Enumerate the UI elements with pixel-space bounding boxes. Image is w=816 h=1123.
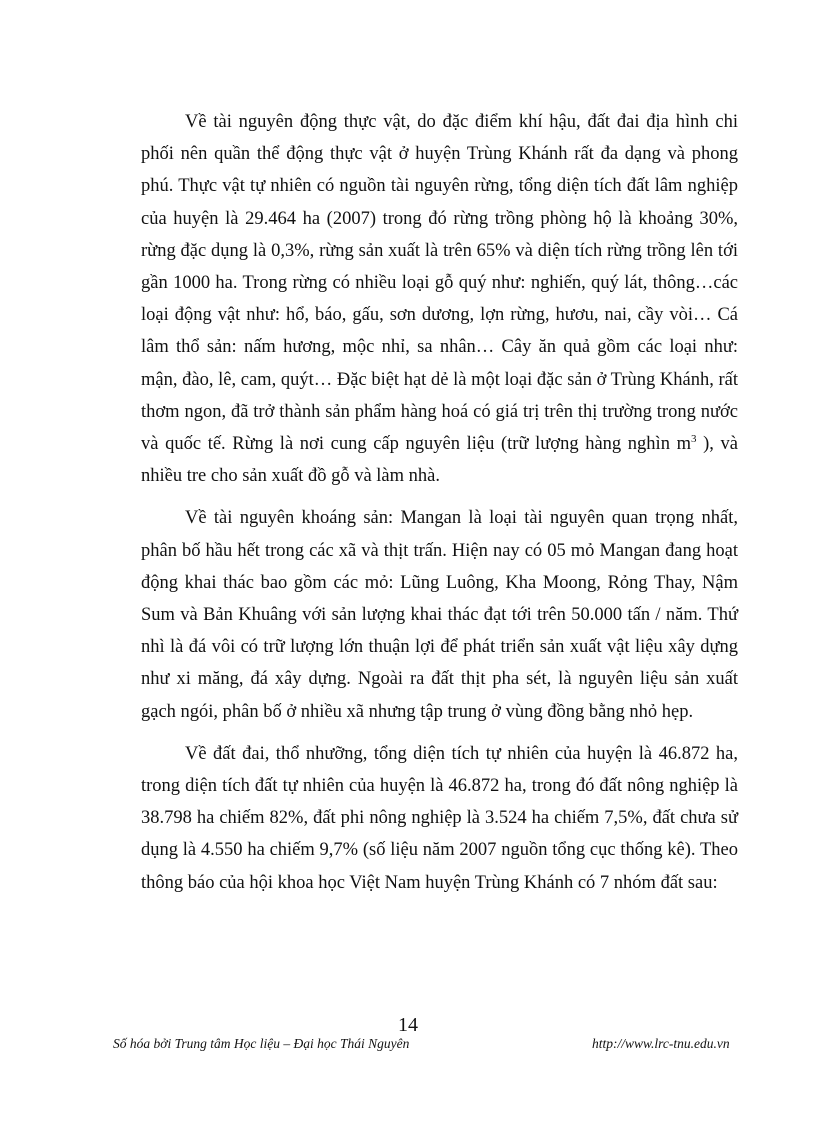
footer-url[interactable]: http://www.lrc-tnu.edu.vn [592,1036,730,1051]
paragraph-land-soil: Về đất đai, thổ nhưỡng, tổng diện tích tự nhiên của huyện là 46.872 ha, trong diện tích đất tự nhiên của huyện là 46.872 ha, trong đó đất nông nghiệp là 38.798 ha chiếm 82%, đất phi nông nghiệp là 3.524 ha chiếm 7,5%, đất chưa sử dụng là 4.550 ha chiếm 9,7% (số liệu năm 2007 nguồn tổng cục thống kê). Theo thông báo của hội khoa học Việt Nam huyện Trùng Khánh có 7 nhóm đất sau: [141,743,738,893]
paragraph-flora-fauna: Về tài nguyên động thực vật, do đặc điểm khí hậu, đất đai địa hình chi phối nên quần thể động thực vật ở huyện Trùng Khánh rất đa dạng và phong phú. Thực vật tự nhiên có nguồn tài nguyên rừng, tổng diện tích đất lâm nghiệp của huyện là 29.464 ha (2007) trong đó rừng trồng phòng hộ là khoảng 30%, rừng đặc dụng là 0,3%, rừng sản xuất là trên 65% và diện tích rừng trồng lên tới gần 1000 ha. Trong rừng có nhiều loại gỗ quý như: nghiến, quý lát, thông…các loại động vật như: hổ, báo, gấu, sơn dương, lợn rừng, hươu, nai, cầy vòi… Cá lâm thổ sản: nấm hương, mộc nhỉ, sa nhân… Cây ăn quả gồm các loại như: mận, đào, lê, cam, quýt… Đặc biệt hạt dẻ là một loại đặc sản ở Trùng Khánh, rất thơm ngon, đã trở thành sản phẩm hàng hoá có giá trị trên thị trường trong nước và quốc tế. Rừng là nơi cung cấp nguyên liệu (trữ lượng hàng nghìn $m^3$ ), và nhiều tre cho sản xuất đồ gỗ và làm nhà. [141,112,738,487]
paragraph-minerals: Về tài nguyên khoáng sản: Mangan là loại tài nguyên quan trọng nhất, phân bố hầu hết trong các xã và thịt trấn. Hiện nay có 05 mỏ Mangan đang hoạt động khai thác bao gồm các mỏ: Lũng Luông, Kha Moong, Rỏng Thay, Nậm Sum và Bản Khuâng với sản lượng khai thác đạt tới trên 50.000 tấn / năm. Thứ nhì là đá vôi có trữ lượng lớn thuận lợi để phát triển sản xuất vật liệu xây dựng như xi măng, đá xây dựng. Ngoài ra đất thịt pha sét, là nguyên liệu sản xuất gạch ngói, phân bố ở nhiều xã nhưng tập trung ở vùng đồng bằng nhỏ hẹp. [141,508,738,722]
superscript-3: 3 [690,432,697,445]
page-number: 14 [398,1014,418,1036]
body-text [141,106,738,899]
footer-source: Số hóa bởi Trung tâm Học liệu – Đại học Thái Nguyên [113,1036,410,1051]
